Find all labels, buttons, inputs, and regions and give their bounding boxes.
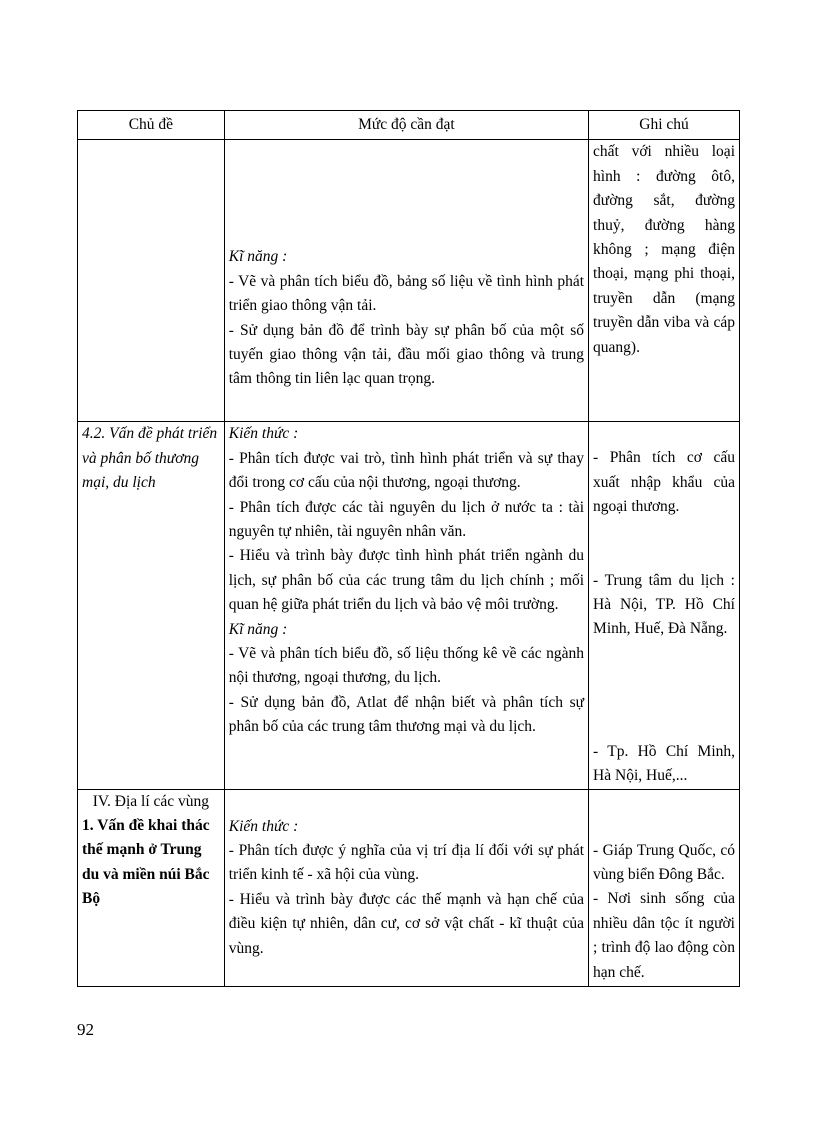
row3-level <box>224 789 588 986</box>
row3-note-2: - Nơi sinh sống của nhiều dân tộc ít người ; trình độ lao động còn hạn chế. <box>593 890 735 981</box>
row1-skill-1: - Vẽ và phân tích biểu đồ, bảng số liệu về tình hình phát triển giao thông vận tải. <box>228 272 585 315</box>
row1-level <box>224 140 588 422</box>
row3-topic-title: 1. Vấn đề khai thác thế mạnh ở Trung du và miền núi Bắc Bộ <box>82 817 210 908</box>
row2-skill-2: - Sử dụng bản đồ, Atlat để nhận biết và phân tích sự phân bố của các trung tâm thương mại và du lịch. <box>228 693 585 736</box>
page-number: 92 <box>77 1020 94 1039</box>
row2-skills-label: Kĩ năng : <box>228 620 288 638</box>
row2-notes <box>589 422 740 789</box>
row1-skills-label: Kĩ năng : <box>228 248 288 266</box>
row2-knowledge-label: Kiến thức : <box>228 425 299 443</box>
row2-topic: 4.2. Vấn đề phát triển và phân bố thương mại, du lịch <box>78 422 225 789</box>
row2-note-1: - Phân tích cơ cấu xuất nhập khẩu của ngoại thương. <box>593 449 735 516</box>
row1-skill-2: - Sử dụng bản đồ để trình bày sự phân bố của một số tuyến giao thông vận tải, đầu mối giao thông và trung tâm thông tin liên lạc quan trọng. <box>228 321 585 388</box>
row2-note-2: - Trung tâm du lịch : Hà Nội, TP. Hồ Chí Minh, Huế, Đà Nẵng. <box>593 571 735 638</box>
row3-topic <box>78 789 225 986</box>
row3-knowledge-2: - Hiểu và trình bày được các thế mạnh và hạn chế của điều kiện tự nhiên, dân cư, cơ sở vật chất - kĩ thuật của vùng. <box>228 890 585 957</box>
row2-knowledge-2: - Phân tích được các tài nguyên du lịch ở nước ta : tài nguyên tự nhiên, tài nguyên nhân văn. <box>228 498 585 541</box>
header-notes: Ghi chú <box>589 111 740 140</box>
row3-knowledge-1: - Phân tích được ý nghĩa của vị trí địa lí đối với sự phát triển kinh tế - xã hội của vùng. <box>228 842 585 884</box>
header-level: Mức độ cần đạt <box>224 111 588 140</box>
row2-knowledge-3: - Hiểu và trình bày được tình hình phát triển ngành du lịch, sự phân bố của các trung tâm du lịch chính ; mối quan hệ giữa phát triển du lịch và bảo vệ môi trường. <box>228 547 585 614</box>
header-topic: Chủ đề <box>78 111 225 140</box>
row3-knowledge-label: Kiến thức : <box>228 817 299 835</box>
row1-topic <box>78 140 225 422</box>
table-row <box>78 140 740 422</box>
table-row <box>78 789 740 986</box>
row3-section: IV. Địa lí các vùng <box>92 792 210 810</box>
row3-notes <box>589 789 740 986</box>
curriculum-table <box>77 110 740 987</box>
row1-note: chất với nhiều loại hình : đường ôtô, đường sắt, đường thuỷ, đường hàng không ; mạng điện thoại, mạng phi thoại, truyền dẫn (mạng truyền dẫn viba và cáp quang). <box>589 140 740 422</box>
row2-knowledge-1: - Phân tích được vai trò, tình hình phát triển và sự thay đổi trong cơ cấu của nội thương, ngoại thương. <box>228 449 585 492</box>
table-row <box>78 422 740 789</box>
table-header-row <box>78 111 740 140</box>
row2-level <box>224 422 588 789</box>
row2-skill-1: - Vẽ và phân tích biểu đồ, số liệu thống kê về các ngành nội thương, ngoại thương, du lịch. <box>228 645 585 687</box>
row3-note-1: - Giáp Trung Quốc, có vùng biển Đông Bắc. <box>593 841 735 884</box>
row2-note-3: - Tp. Hồ Chí Minh, Hà Nội, Huế,... <box>593 742 735 785</box>
